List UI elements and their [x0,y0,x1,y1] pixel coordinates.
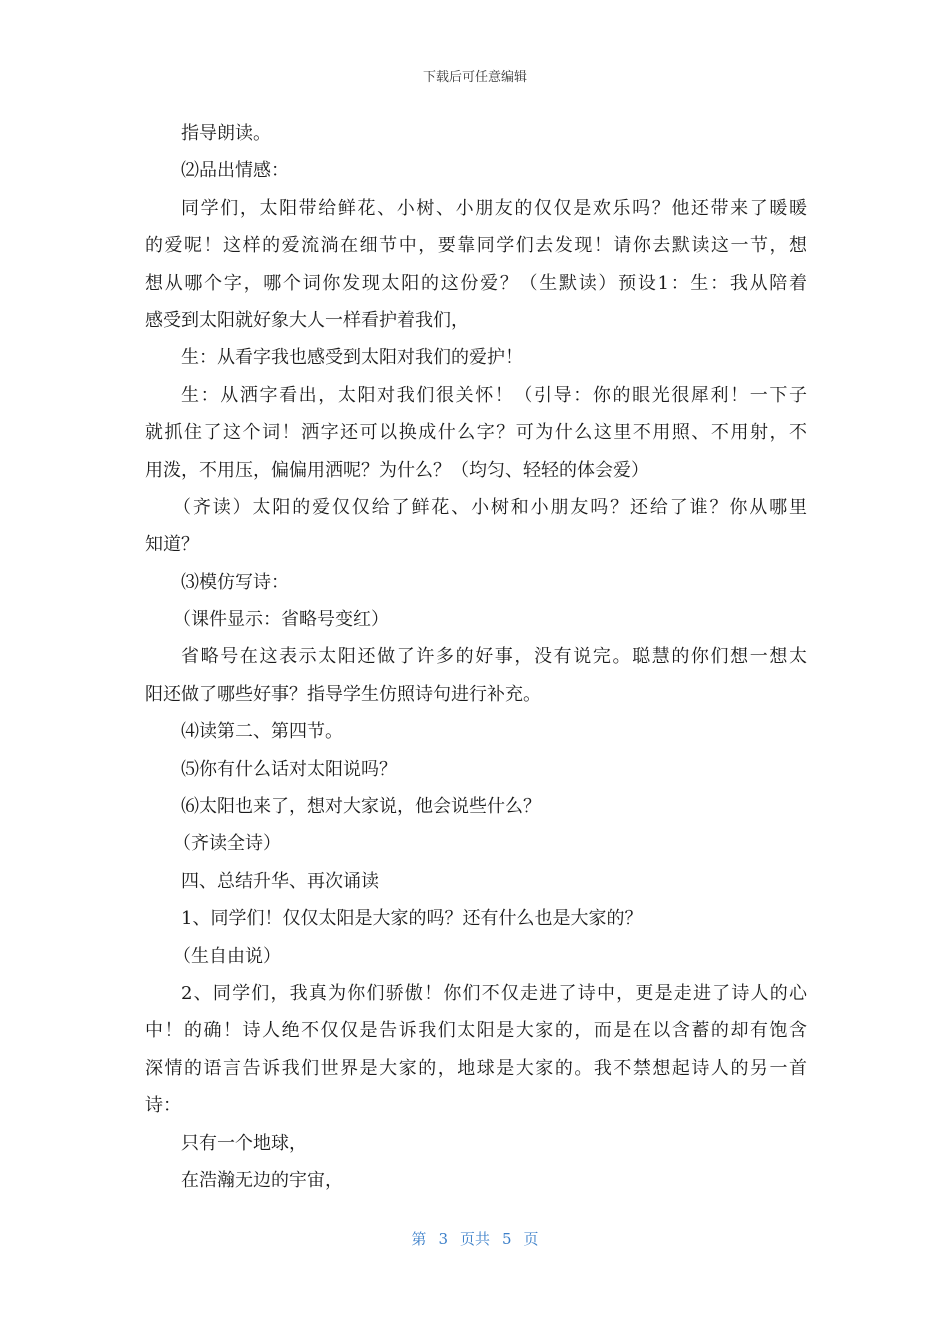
paragraph-line: （课件显示：省略号变红） [173,609,389,631]
page-footer [0,1228,950,1249]
paragraph-line: 知道？ [145,534,199,556]
paragraph-line: 中！的确！诗人绝不仅仅是告诉我们太阳是大家的，而是在以含蓄的却有饱含 [145,1020,807,1042]
paragraph-line: 诗： [145,1095,181,1117]
paragraph-line: 深情的语言告诉我们世界是大家的，地球是大家的。我不禁想起诗人的另一首 [145,1057,807,1079]
section-heading: 四、总结升华、再次诵读 [181,870,379,892]
footer-page-word: 第 [411,1230,427,1248]
paragraph-line: 2、同学们，我真为你们骄傲！你们不仅走进了诗中，更是走进了诗人的心 [181,982,807,1004]
document-body [145,115,807,1199]
paragraph-line: ⑹太阳也来了，想对大家说，他会说些什么？ [181,796,541,818]
paragraph-line: 的爱呢！这样的爱流淌在细节中，要靠同学们去发现！请你去默读这一节，想 [145,235,807,257]
poem-line: 只有一个地球， [181,1132,307,1154]
paragraph-line: ⑷读第二、第四节。 [181,721,343,743]
paragraph-line: 就抓住了这个词！洒字还可以换成什么字？可为什么这里不用照、不用射，不 [145,422,807,444]
paragraph-line: ⑶模仿写诗： [181,571,289,593]
paragraph-line: 1、同学们！仅仅太阳是大家的吗？还有什么也是大家的？ [181,908,643,930]
footer-page-mid: 页共 [459,1230,490,1248]
paragraph-line: （齐读）太阳的爱仅仅给了鲜花、小树和小朋友吗？还给了谁？你从哪里 [173,496,807,518]
paragraph-line: 指导朗读。 [181,123,271,144]
paragraph-line: 想从哪个字，哪个词你发现太阳的这份爱？（生默读）预设1：生：我从陪着 [145,272,807,294]
paragraph-line: （生自由说） [173,945,281,967]
footer-page-end: 页 [523,1230,539,1248]
paragraph-line: 同学们，太阳带给鲜花、小树、小朋友的仅仅是欢乐吗？他还带来了暖暖 [181,197,807,219]
page-header: 下载后可任意编辑 [422,70,527,85]
paragraph-line: 感受到太阳就好象大人一样看护着我们， [145,309,469,331]
paragraph-line: 生：从看字我也感受到太阳对我们的爱护！ [181,347,523,369]
paragraph-line: 用泼，不用压，偏偏用洒呢？为什么？（均匀、轻轻的体会爱） [145,459,649,481]
paragraph-line: 阳还做了哪些好事？指导学生仿照诗句进行补充。 [145,683,541,705]
paragraph-line: ⑵品出情感： [181,160,289,182]
paragraph-line: 省略号在这表示太阳还做了许多的好事，没有说完。聪慧的你们想一想太 [181,646,807,668]
footer-page-number: 3 [438,1230,448,1248]
poem-line: 在浩瀚无边的宇宙， [181,1169,343,1191]
paragraph-line: （齐读全诗） [173,833,281,855]
paragraph-line: 生：从洒字看出，太阳对我们很关怀！（引导：你的眼光很犀利！一下子 [181,384,807,406]
footer-page-total: 5 [502,1230,512,1248]
paragraph-line: ⑸你有什么话对太阳说吗？ [181,758,397,780]
